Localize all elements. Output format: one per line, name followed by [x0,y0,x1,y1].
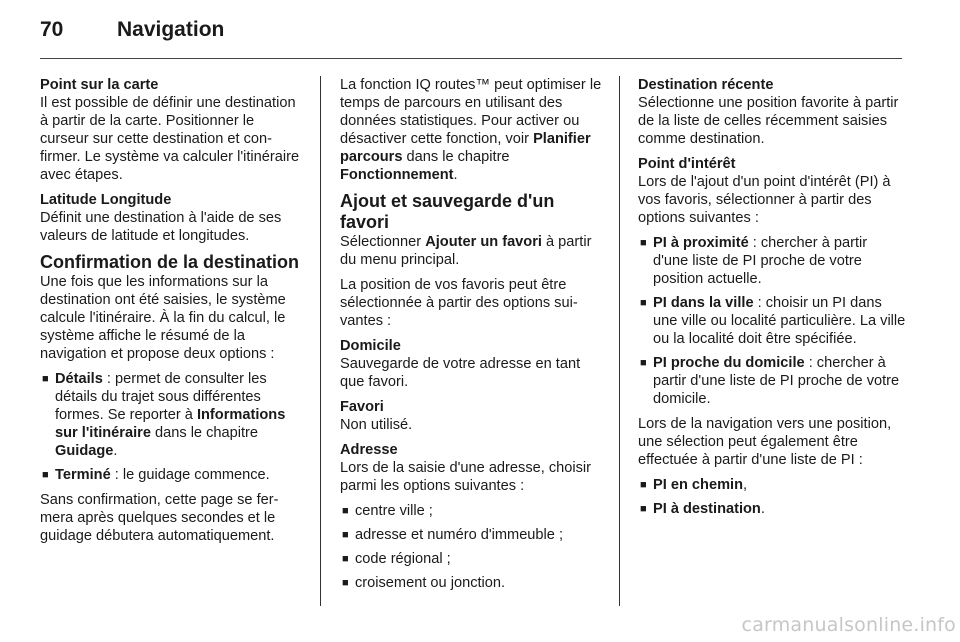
list-item [40,370,306,460]
term-destination-recente: Destination récente [638,77,774,93]
desc-adresse: Lors de la saisie d'une adresse, choisir parmi les options suivantes : [340,460,592,494]
desc-point-sur-la-carte: Il est possible de définir une destination à partir de la carte. Positionner le curseur sur cette destination et confirmer. Le système va calculer l'itinéraire avec étapes. [40,95,300,183]
bullet-square-icon: ■ [640,297,647,309]
bullet-square-icon: ■ [342,529,349,541]
desc-favori: Non utilisé. [340,417,413,433]
route-poi-list [638,476,906,518]
page-section-title: Navigation [117,18,225,41]
option-termine-term: Terminé [55,467,111,483]
column-divider [619,76,620,606]
poi-option-text: : chercher à partir d'une liste de PI proche de votre domicile. [653,355,900,407]
address-option: centre ville ; [355,503,433,519]
ref-guidage: Guidage [55,443,114,459]
para-select-favori [340,233,606,269]
address-option-list [340,502,606,592]
option-details-text: : permet de consulter les détails du trajet sous différentes formes. Se reporter à [55,371,267,423]
route-poi-term: PI en chemin [653,477,744,493]
list-item [340,526,606,544]
option-termine-text: : le guidage commence. [110,467,270,483]
term-point-sur-la-carte: Point sur la carte [40,77,159,93]
list-item [638,234,906,288]
bullet-square-icon: ■ [640,357,647,369]
route-poi-end: , [743,477,748,493]
option-details-end: . [113,443,118,459]
option-details-text-2: dans le chapitre [150,425,259,441]
route-poi-term: PI à destination [653,501,761,517]
text-column-2 [340,76,606,599]
poi-option-text: : choisir un PI dans une ville ou localité particulière. La ville ou la localité doit être spécifiée. [653,295,906,347]
text-column-1 [40,76,306,552]
iq-routes-text-2: dans le chapitre [402,149,510,165]
para-confirmation-outro: Sans confirmation, cette page se fermera après quelques secondes et le guidage débutera automatiquement. [40,492,279,544]
iq-routes-text: La fonction IQ routes™ peut optimiser le temps de parcours en utilisant des données statistiques. Pour activer ou désactiver cette fonction, voir [340,77,602,147]
list-item [340,550,606,568]
ref-planifier-parcours: Planifier parcours [340,131,591,165]
term-adresse: Adresse [340,442,398,458]
list-item [638,500,906,518]
bullet-square-icon: ■ [640,503,647,515]
desc-destination-recente: Sélectionne une position favorite à partir de la liste de celles récemment saisies comme destination. [638,95,899,147]
para-iq-routes [340,76,606,184]
option-details-term: Détails [55,371,103,387]
bullet-square-icon: ■ [640,237,647,249]
watermark: carmanualsonline.info [741,614,956,636]
select-favori-post: à partir du menu principal. [340,234,592,268]
heading-ajout-favori: Ajout et sauvegarde d'un favori [340,191,555,232]
address-option: croisement ou jonction. [355,575,506,591]
page-number: 70 [40,18,64,41]
text-column-3 [638,76,906,525]
para-confirmation-intro: Une fois que les informations sur la destination ont été saisies, le système calcule l'itinéraire. À la fin du calcul, le système affiche le résumé de la navigation et propose deux options : [40,274,286,362]
list-item [638,354,906,408]
list-item [340,502,606,520]
list-item [40,466,306,484]
desc-latitude-longitude: Définit une destination à l'aide de ses valeurs de latitude et longitudes. [40,210,282,244]
list-item [340,574,606,592]
para-nav-route: Lors de la navigation vers une position, une sélection peut également être effectuée à partir d'une liste de PI : [638,416,892,468]
bullet-square-icon: ■ [640,479,647,491]
route-poi-end: . [760,501,765,517]
list-item [638,476,906,494]
para-favori-position: La position de vos favoris peut être sélectionnée à partir des options suivantes : [340,277,578,329]
heading-confirmation-destination: Confirmation de la destination [40,252,300,272]
select-favori-pre: Sélectionner [340,234,426,250]
poi-option-term: PI à proximité [653,235,749,251]
desc-point-interet: Lors de l'ajout d'un point d'intérêt (PI) à vos favoris, sélectionner à partir des options suivantes : [638,174,891,226]
option-list [40,370,306,484]
header-rule [40,58,902,59]
ref-fonctionnement: Fonctionnement [340,167,454,183]
ref-ajouter-favori: Ajouter un favori [425,234,542,250]
term-point-interet: Point d'intérêt [638,156,736,172]
ref-informations-itineraire: Informations sur l'itinéraire [55,407,286,441]
desc-domicile: Sauvegarde de votre adresse en tant que favori. [340,356,581,390]
list-item [638,294,906,348]
term-domicile: Domicile [340,338,401,354]
term-favori: Favori [340,399,384,415]
column-divider [320,76,321,606]
poi-option-term: PI proche du domicile [653,355,805,371]
bullet-square-icon: ■ [42,469,49,481]
address-option: code régional ; [355,551,451,567]
poi-option-text: : chercher à partir d'une liste de PI proche de votre position actuelle. [653,235,868,287]
poi-option-term: PI dans la ville [653,295,754,311]
bullet-square-icon: ■ [342,505,349,517]
bullet-square-icon: ■ [342,553,349,565]
term-latitude-longitude: Latitude Longitude [40,192,172,208]
poi-option-list [638,234,906,408]
iq-routes-end: . [453,167,458,183]
bullet-square-icon: ■ [42,373,49,385]
address-option: adresse et numéro d'immeuble ; [355,527,564,543]
bullet-square-icon: ■ [342,577,349,589]
